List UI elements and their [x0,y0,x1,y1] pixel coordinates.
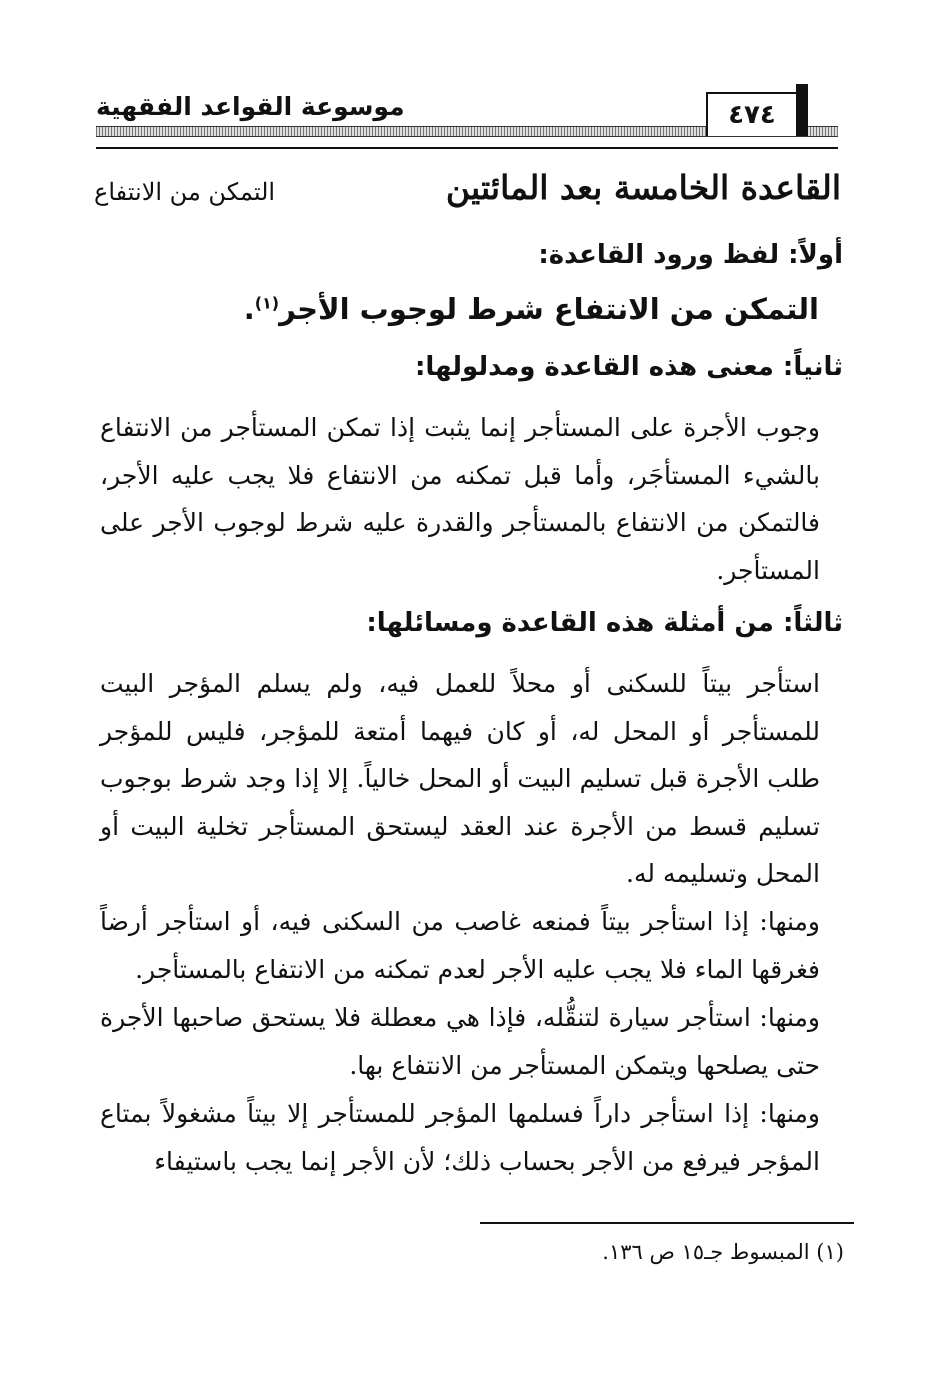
example-paragraph-3: ومنها: استأجر سيارة لتنقُّله، فإذا هي معطلة فلا يستحق صاحبها الأجرة حتى يصلحها ويتمكن المستأجر من الانتفاع بها. [100,1003,820,1080]
section-heading-second: ثانياً: معنى هذه القاعدة ومدلولها: [414,352,843,382]
rule-statement-end: . [243,292,255,326]
header-rule [96,147,838,149]
section-heading-first: أولاً: لفظ ورود القاعدة: [538,240,843,270]
header-marker-block [796,84,808,136]
rule-subject: التمكن من الانتفاع [94,178,276,206]
rule-statement [244,292,819,326]
page-number: ٤٧٤ [706,92,798,136]
running-header [96,84,838,144]
example-paragraph-4: ومنها: إذا استأجر داراً فسلمها المؤجر للمستأجر إلا بيتاً مشغولاً بمتاع المؤجر فيرفع من الأجر بحساب ذلك؛ لأن الأجر إنما يجب باستيفاء [100,1099,820,1176]
example-paragraph-2: ومنها: إذا استأجر بيتاً فمنعه غاصب من السكنى فيه، أو استأجر أرضاً فغرقها الماء فلا يجب عليه الأجر لعدم تمكنه من الانتفاع بالمستأجر. [100,907,820,984]
rule-statement-text: التمكن من الانتفاع شرط لوجوب الأجر [279,292,819,326]
running-title: موسوعة القواعد الفقهية [96,92,405,121]
rule-title: القاعدة الخامسة بعد المائتين [445,168,841,207]
footnote-reference: (١) [254,293,280,313]
section-heading-third: ثالثاً: من أمثلة هذه القاعدة ومسائلها: [366,608,843,638]
footnote: (١) المبسوط جـ١٥ ص ١٣٦. [602,1240,844,1264]
footnote-separator [480,1222,854,1224]
example-paragraph-1: استأجر بيتاً للسكنى أو محلاً للعمل فيه، ولم يسلم المؤجر البيت للمستأجر أو المحل له، أو كان فيهما أمتعة للمؤجر، فليس للمؤجر طلب الأجرة قبل تسليم البيت أو المحل خالياً. إلا إذا وجد شرط بوجوب تسليم قسط من الأجرة عند العقد ليستحق المستأجر تخلية البيت أو المحل وتسليمه له. [100,669,820,888]
meaning-paragraph: وجوب الأجرة على المستأجر إنما يثبت إذا تمكن المستأجر من الانتفاع بالشيء المستأجَر، وأما قبل تمكنه من الانتفاع فلا يجب عليه الأجر، فالتمكن من الانتفاع بالمستأجر والقدرة عليه شرط لوجوب الأجر على المستأجر. [100,413,820,585]
